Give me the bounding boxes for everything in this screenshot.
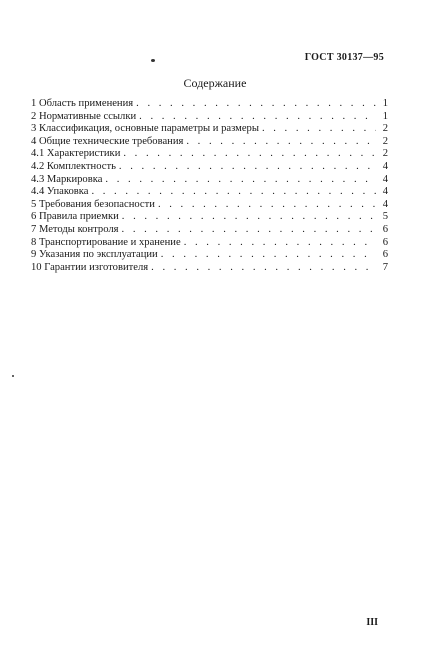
- toc-entry-page: 6: [382, 249, 388, 261]
- toc-entry: [31, 249, 388, 262]
- toc-entry-page: 6: [382, 236, 388, 248]
- toc-leader-dots: [122, 224, 376, 237]
- toc-title: Содержание: [183, 76, 247, 90]
- toc-leader-dots: [151, 262, 376, 275]
- toc-entry: [31, 237, 388, 250]
- toc-entry-page: 4: [382, 198, 388, 210]
- toc-entry: [31, 199, 388, 212]
- toc-entry-label: 4 Общие технические требования: [31, 135, 184, 147]
- toc-leader-dots: [158, 199, 376, 212]
- ink-speck: [151, 59, 155, 62]
- toc-entry-page: 2: [382, 135, 388, 147]
- toc-entry-page: 4: [382, 173, 388, 185]
- toc-leader-dots: [105, 174, 376, 187]
- toc-entry: [31, 186, 388, 199]
- toc-entry-label: 1 Область применения: [31, 98, 134, 109]
- table-of-contents: [31, 98, 388, 274]
- toc-entry-page: 6: [382, 223, 388, 235]
- toc-entry: [31, 211, 388, 224]
- toc-leader-dots: [184, 237, 376, 250]
- toc-entry-label: 8 Транспортирование и хранение: [31, 236, 181, 248]
- toc-leader-dots: [119, 161, 376, 174]
- toc-entry-page: 1: [382, 110, 388, 122]
- toc-entry-page: 1: [382, 98, 388, 109]
- toc-entry-page: 4: [382, 160, 388, 172]
- toc-entry-label: 3 Классификация, основные параметры и размеры: [31, 123, 259, 135]
- standard-number: ГОСТ 30137—95: [304, 52, 384, 63]
- toc-entry: [31, 161, 388, 174]
- toc-entry: [31, 148, 388, 161]
- toc-entry-page: 7: [382, 261, 388, 273]
- toc-entry-page: 4: [382, 186, 388, 198]
- toc-leader-dots: [139, 111, 376, 124]
- toc-entry-page: 2: [382, 148, 388, 160]
- toc-entry-label: 4.3 Маркировка: [31, 173, 103, 185]
- toc-leader-dots: [123, 148, 376, 161]
- toc-entry: [31, 174, 388, 187]
- toc-entry: [31, 123, 388, 136]
- toc-leader-dots: [122, 211, 376, 224]
- toc-entry: [31, 224, 388, 237]
- toc-entry-label: 7 Методы контроля: [31, 223, 119, 235]
- toc-leader-dots: [91, 186, 376, 199]
- toc-entry-label: 5 Требования безопасности: [31, 198, 155, 210]
- toc-entry-label: 10 Гарантии изготовителя: [31, 261, 149, 273]
- toc-entry-label: 4.2 Комплектность: [31, 160, 116, 172]
- toc-entry: [31, 136, 388, 149]
- toc-entry: [31, 98, 388, 111]
- ink-speck: [12, 375, 14, 377]
- toc-entry-label: 4.4 Упаковка: [31, 186, 89, 198]
- toc-leader-dots: [161, 249, 376, 262]
- toc-entry-label: 9 Указания по эксплуатации: [31, 249, 158, 261]
- toc-leader-dots: [186, 136, 376, 149]
- toc-entry-label: 2 Нормативные ссылки: [31, 110, 137, 122]
- toc-entry-label: 6 Правила приемки: [31, 211, 119, 223]
- toc-entry-label: 4.1 Характеристики: [31, 148, 121, 160]
- toc-leader-dots: [262, 123, 376, 136]
- toc-entry: [31, 111, 388, 124]
- page-number: III: [366, 617, 378, 628]
- toc-entry-page: 2: [382, 123, 388, 135]
- toc-entry-page: 5: [382, 211, 388, 223]
- toc-leader-dots: [136, 98, 376, 111]
- toc-entry: [31, 262, 388, 275]
